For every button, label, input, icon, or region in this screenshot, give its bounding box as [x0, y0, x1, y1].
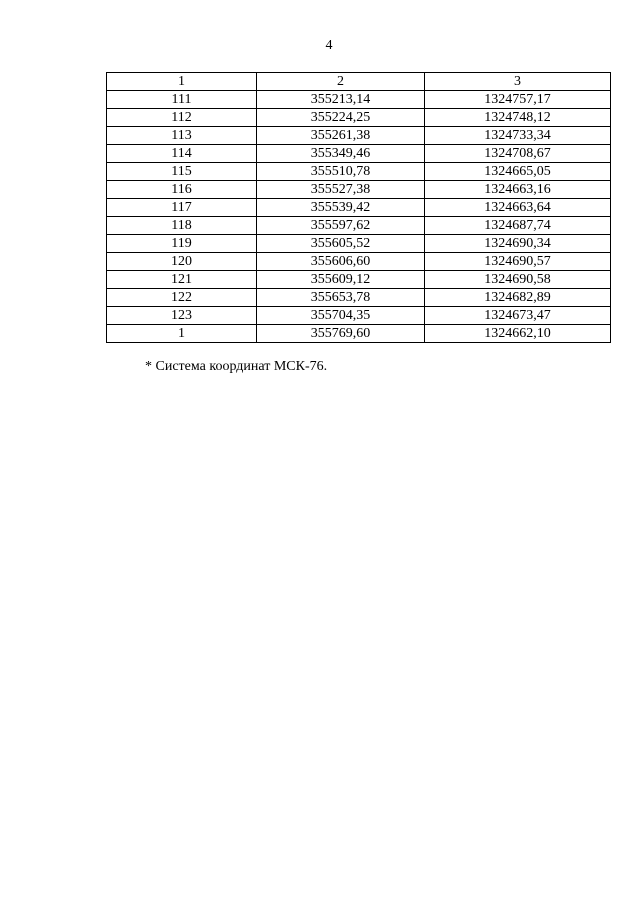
point-number-cell: 118 [107, 217, 257, 235]
x-coordinate-cell: 355527,38 [257, 181, 425, 199]
y-coordinate-cell: 1324687,74 [425, 217, 611, 235]
y-coordinate-cell: 1324663,64 [425, 199, 611, 217]
x-coordinate-cell: 355605,52 [257, 235, 425, 253]
y-coordinate-cell: 1324673,47 [425, 307, 611, 325]
point-number-cell: 122 [107, 289, 257, 307]
point-number-cell: 121 [107, 271, 257, 289]
table-row [107, 307, 611, 325]
y-coordinate-cell: 1324757,17 [425, 91, 611, 109]
x-coordinate-cell: 355704,35 [257, 307, 425, 325]
y-coordinate-cell: 1324665,05 [425, 163, 611, 181]
table-row [107, 181, 611, 199]
table-row [107, 91, 611, 109]
column-header-y: 3 [425, 73, 611, 91]
point-number-cell: 123 [107, 307, 257, 325]
coordinates-table [106, 72, 611, 343]
footnote: * Система координат МСК-76. [145, 359, 328, 374]
table-row [107, 325, 611, 343]
x-coordinate-cell: 355597,62 [257, 217, 425, 235]
y-coordinate-cell: 1324733,34 [425, 127, 611, 145]
y-coordinate-cell: 1324708,67 [425, 145, 611, 163]
x-coordinate-cell: 355653,78 [257, 289, 425, 307]
table-row [107, 271, 611, 289]
x-coordinate-cell: 355224,25 [257, 109, 425, 127]
x-coordinate-cell: 355213,14 [257, 91, 425, 109]
y-coordinate-cell: 1324682,89 [425, 289, 611, 307]
point-number-cell: 116 [107, 181, 257, 199]
point-number-cell: 115 [107, 163, 257, 181]
point-number-cell: 114 [107, 145, 257, 163]
x-coordinate-cell: 355539,42 [257, 199, 425, 217]
table-row [107, 253, 611, 271]
table-row [107, 217, 611, 235]
table-row [107, 109, 611, 127]
column-header-x: 2 [257, 73, 425, 91]
page-number: 4 [325, 38, 333, 53]
y-coordinate-cell: 1324663,16 [425, 181, 611, 199]
point-number-cell: 1 [107, 325, 257, 343]
point-number-cell: 120 [107, 253, 257, 271]
point-number-cell: 111 [107, 91, 257, 109]
x-coordinate-cell: 355606,60 [257, 253, 425, 271]
y-coordinate-cell: 1324690,34 [425, 235, 611, 253]
point-number-cell: 119 [107, 235, 257, 253]
column-header-point: 1 [107, 73, 257, 91]
y-coordinate-cell: 1324690,57 [425, 253, 611, 271]
point-number-cell: 117 [107, 199, 257, 217]
table-header-row [107, 73, 611, 91]
x-coordinate-cell: 355769,60 [257, 325, 425, 343]
y-coordinate-cell: 1324748,12 [425, 109, 611, 127]
y-coordinate-cell: 1324662,10 [425, 325, 611, 343]
table-row [107, 145, 611, 163]
x-coordinate-cell: 355349,46 [257, 145, 425, 163]
x-coordinate-cell: 355261,38 [257, 127, 425, 145]
x-coordinate-cell: 355510,78 [257, 163, 425, 181]
point-number-cell: 113 [107, 127, 257, 145]
table-row [107, 127, 611, 145]
table-row [107, 199, 611, 217]
table-row [107, 289, 611, 307]
point-number-cell: 112 [107, 109, 257, 127]
table-row [107, 163, 611, 181]
x-coordinate-cell: 355609,12 [257, 271, 425, 289]
table-row [107, 235, 611, 253]
y-coordinate-cell: 1324690,58 [425, 271, 611, 289]
